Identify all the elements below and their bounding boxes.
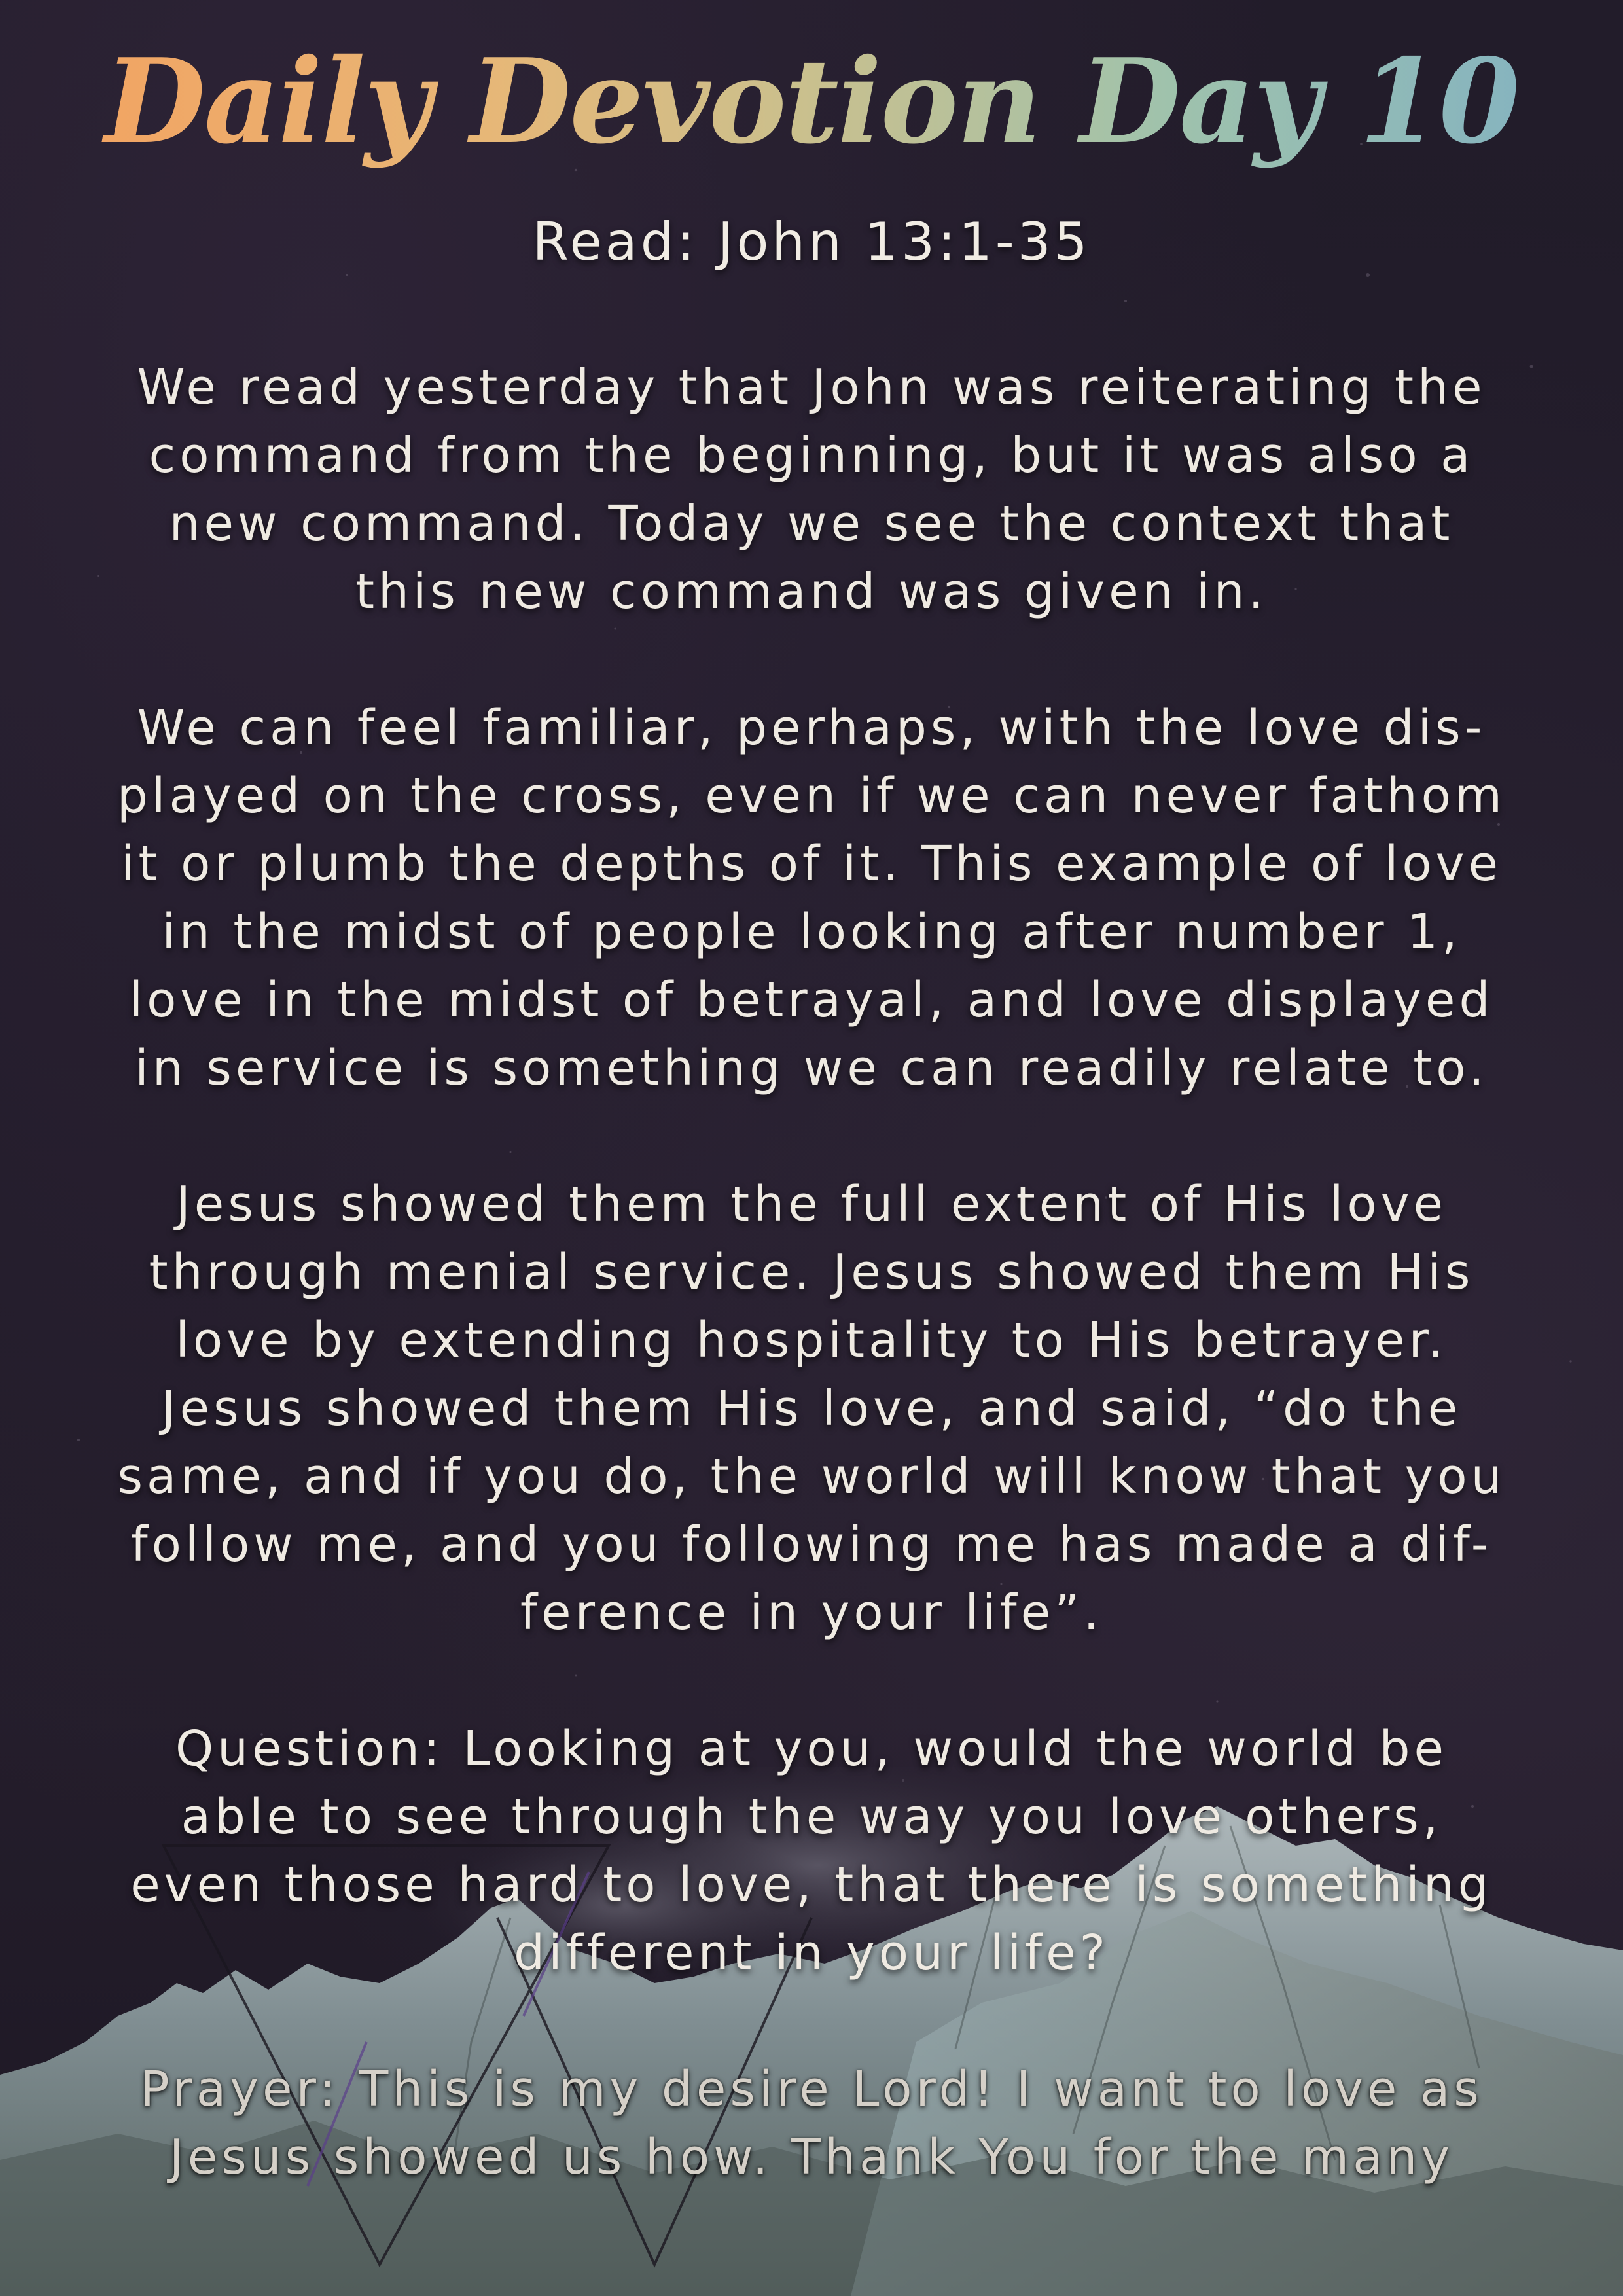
- page-title: Daily Devotion Day 10: [0, 20, 1623, 183]
- text-line: Jesus showed us how. Thank You for the many: [169, 2129, 1454, 2185]
- text-line: it or plumb the depths of it. This example of love: [120, 836, 1502, 892]
- intro-paragraph: [65, 353, 1558, 626]
- text-line: in the midst of people looking after number 1,: [162, 904, 1461, 960]
- text-line: through menial service. Jesus showed them His: [149, 1244, 1474, 1300]
- devotion-body: [65, 353, 1558, 2259]
- text-line: able to see through the way you love others,: [181, 1789, 1442, 1845]
- text-line: follow me, and you following me has made a dif-: [130, 1516, 1493, 1573]
- text-line: even those hard to love, that there is something: [130, 1857, 1493, 1913]
- text-line: We can feel familiar, perhaps, with the love dis-: [137, 700, 1486, 756]
- text-line: ference in your life”.: [520, 1585, 1103, 1641]
- text-line: Jesus showed them His love, and said, “do the: [161, 1380, 1462, 1437]
- text-line: in service is something we can readily relate to.: [135, 1040, 1488, 1096]
- question-paragraph: [65, 1715, 1558, 1987]
- service-paragraph: [65, 1170, 1558, 1647]
- prayer-paragraph: [65, 2055, 1558, 2191]
- reflection-paragraph: [65, 694, 1558, 1102]
- text-line: different in your life?: [514, 1925, 1109, 1981]
- text-line: Jesus showed them the full extent of His love: [175, 1176, 1448, 1232]
- text-line: Prayer: This is my desire Lord! I want to love as: [140, 2061, 1483, 2117]
- text-line: this new command was given in.: [355, 564, 1268, 620]
- text-line: command from the beginning, but it was also a: [149, 427, 1474, 484]
- text-line: new command. Today we see the context that: [169, 495, 1454, 552]
- text-line: Question: Looking at you, would the world be: [175, 1721, 1448, 1777]
- text-line: same, and if you do, the world will know that you: [117, 1448, 1506, 1505]
- text-line: love by extending hospitality to His betrayer.: [175, 1312, 1448, 1369]
- scripture-reference: Read: John 13:1-35: [532, 211, 1091, 272]
- text-line: played on the cross, even if we can never fathom: [116, 768, 1507, 824]
- text-line: love in the midst of betrayal, and love displayed: [129, 972, 1494, 1028]
- text-line: We read yesterday that John was reiterating the: [137, 359, 1486, 416]
